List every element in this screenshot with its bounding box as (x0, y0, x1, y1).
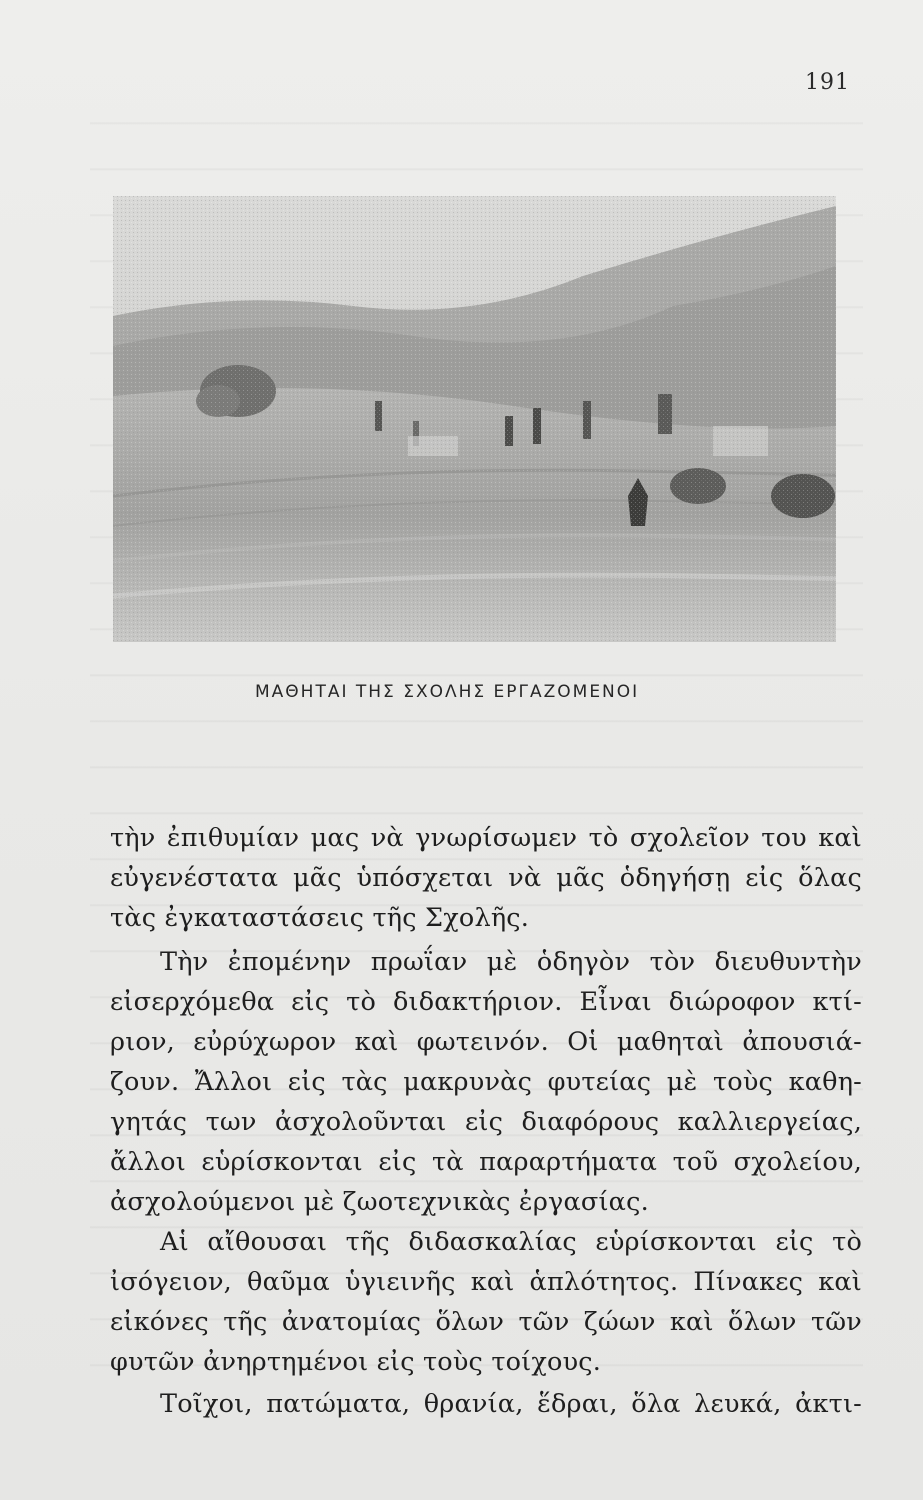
body-line: τὰς ἐγκαταστάσεις τῆς Σχολῆς. (110, 903, 530, 933)
landscape-photo-illustration (113, 196, 836, 642)
body-line: φυτῶν ἀνηρτημένοι εἰς τοὺς τοίχους. (110, 1347, 602, 1377)
body-line: ζουν. Ἄλλοι εἰς τὰς μακρυνὰς φυτείας μὲ τοὺς καθη- (110, 1067, 862, 1097)
photo-students-working (113, 196, 836, 642)
body-line: Τοῖχοι, πατώματα, θρανία, ἕδραι, ὅλα λευκά, ἀκτι- (160, 1389, 862, 1419)
body-line: τὴν ἐπιθυμίαν μας νὰ γνωρίσωμεν τὸ σχολεῖον του καὶ (110, 823, 862, 853)
body-line: ἀσχολούμενοι μὲ ζωοτεχνικὰς ἐργασίας. (110, 1187, 649, 1217)
body-line: γητάς των ἀσχολοῦνται εἰς διαφόρους καλλιεργείας, (110, 1107, 862, 1137)
body-line: ἰσόγειον, θαῦμα ὑγιεινῆς καὶ ἁπλότητος. Πίνακες καὶ (110, 1267, 862, 1297)
body-line: Τὴν ἐπομένην πρωΐαν μὲ ὁδηγὸν τὸν διευθυντὴν (160, 947, 862, 977)
photo-caption: ΜΑΘΗΤΑΙ ΤΗΣ ΣΧΟΛΗΣ ΕΡΓΑΖΟΜΕΝΟΙ (255, 682, 640, 702)
body-line: εἰσερχόμεθα εἰς τὸ διδακτήριον. Εἶναι διώροφον κτί- (110, 987, 862, 1017)
body-line: ριον, εὐρύχωρον καὶ φωτεινόν. Οἱ μαθηταὶ ἀπουσιά- (110, 1027, 862, 1057)
body-line: εὐγενέστατα μᾶς ὑπόσχεται νὰ μᾶς ὁδηγήσῃ εἰς ὅλας (110, 863, 862, 893)
body-line: ἄλλοι εὑρίσκονται εἰς τὰ παραρτήματα τοῦ σχολείου, (110, 1147, 862, 1177)
page-number: 191 (805, 70, 850, 95)
body-line: Αἱ αἴθουσαι τῆς διδασκαλίας εὑρίσκονται εἰς τὸ (160, 1227, 862, 1257)
body-line: εἰκόνες τῆς ἀνατομίας ὅλων τῶν ζώων καὶ ὅλων τῶν (110, 1307, 862, 1337)
